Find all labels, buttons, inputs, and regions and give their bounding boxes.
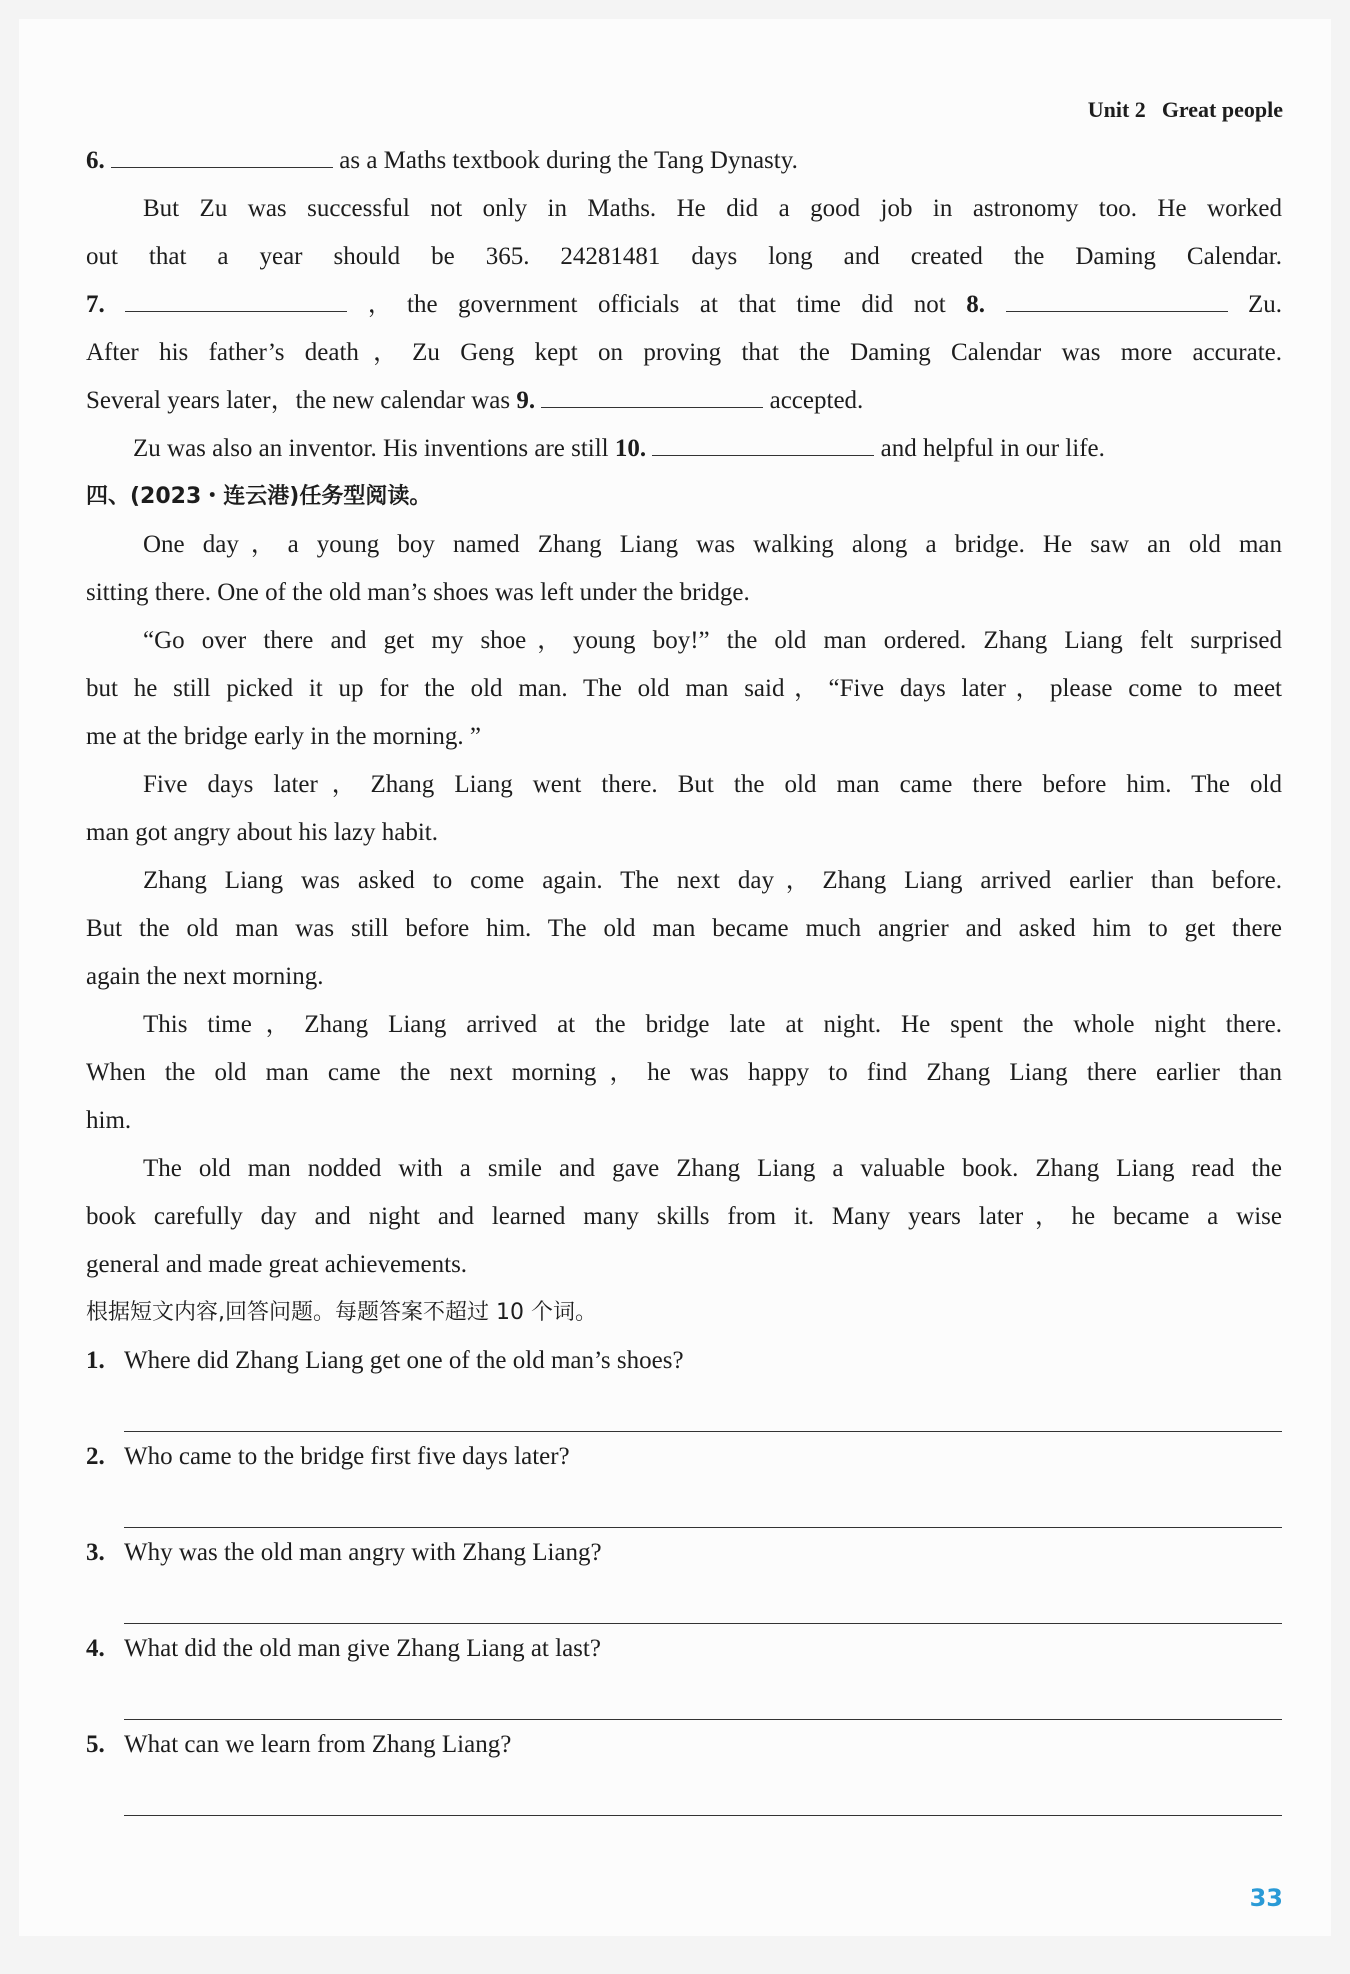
cloze-text: Zu was also an inventor. His inventions are still (133, 435, 609, 462)
question-number: 3. (86, 1539, 105, 1566)
cloze-line: out that a year should be 365. 24281481 days long and created the Daming Calendar. (86, 243, 1282, 270)
question-text: Where did Zhang Liang get one of the old man’s shoes? (124, 1347, 684, 1374)
question-number: 4. (86, 1635, 105, 1662)
cloze-line-10 (86, 425, 1282, 473)
passage-line: Zhang Liang was asked to come again. The next day，Zhang Liang arrived earlier than before. (143, 867, 1282, 894)
passage-line: One day，a young boy named Zhang Liang was walking along a bridge. He saw an old man (143, 531, 1282, 558)
blank-number-10: 10. (614, 435, 647, 462)
passage-line: The old man nodded with a smile and gave Zhang Liang a valuable book. Zhang Liang read the (143, 1155, 1282, 1182)
passage-line: man got angry about his lazy habit. (86, 819, 439, 846)
blank-number-6: 6. (86, 147, 105, 174)
passage-line: but he still picked it up for the old man. The old man said，“Five days later，please come to meet (86, 675, 1282, 702)
question-item (86, 1625, 1282, 1720)
cloze-text: accepted. (769, 387, 864, 414)
workbook-page (19, 19, 1331, 1936)
passage-line: book carefully day and night and learned many skills from it. Many years later，he became a wise (86, 1203, 1282, 1230)
passage-line: “Go over there and get my shoe，young boy!” the old man ordered. Zhang Liang felt surprised (143, 627, 1282, 654)
fill-blank-9[interactable] (541, 385, 763, 408)
passage-line: general and made great achievements. (86, 1251, 468, 1278)
question-text: Why was the old man angry with Zhang Liang? (124, 1539, 602, 1566)
passage-line: him. (86, 1107, 132, 1134)
fill-blank-10[interactable] (652, 433, 874, 456)
passage-line: But the old man was still before him. The old man became much angrier and asked him to get there (86, 915, 1282, 942)
question-text: What can we learn from Zhang Liang? (124, 1731, 512, 1758)
cloze-text: ，the government officials at that time did not (367, 291, 946, 318)
question-text: What did the old man give Zhang Liang at last? (124, 1635, 601, 1662)
question-number: 5. (86, 1731, 105, 1758)
answer-line[interactable] (124, 1577, 1282, 1624)
cloze-text: as a Maths textbook during the Tang Dynasty. (339, 147, 798, 174)
question-list (86, 1337, 1282, 1816)
passage-line: This time，Zhang Liang arrived at the bridge late at night. He spent the whole night there. (143, 1011, 1282, 1038)
question-text: Who came to the bridge first five days later? (124, 1443, 570, 1470)
question-number: 1. (86, 1347, 105, 1374)
answer-line[interactable] (124, 1769, 1282, 1816)
question-item (86, 1337, 1282, 1432)
fill-blank-8[interactable] (1006, 289, 1228, 312)
cloze-line: After his father’s death，Zu Geng kept on proving that the Daming Calendar was more accurate. (86, 339, 1282, 366)
answer-line[interactable] (124, 1673, 1282, 1720)
reading-passage (86, 521, 1282, 1289)
blank-number-8: 8. (966, 291, 985, 318)
cloze-line-9 (86, 377, 1282, 425)
passage-line: Five days later，Zhang Liang went there. But the old man came there before him. The old (143, 771, 1282, 798)
unit-label: Unit 2 (1087, 97, 1146, 122)
cloze-text: and helpful in our life. (880, 435, 1105, 462)
cloze-text: Several years later，the new calendar was (86, 387, 511, 414)
section-title: 四、(2023・连云港)任务型阅读。 (86, 484, 432, 509)
question-item (86, 1433, 1282, 1528)
blank-number-9: 9. (516, 387, 536, 414)
answer-line[interactable] (124, 1481, 1282, 1528)
question-item (86, 1721, 1282, 1816)
fill-blank-6[interactable] (111, 145, 333, 168)
question-number: 2. (86, 1443, 105, 1470)
page-number: 33 (1249, 1884, 1283, 1912)
passage-line: When the old man came the next morning，he was happy to find Zhang Liang there earlier than (86, 1059, 1282, 1086)
question-item (86, 1529, 1282, 1624)
running-header (1088, 97, 1283, 123)
passage-line: sitting there. One of the old man’s shoes was left under the bridge. (86, 579, 750, 606)
passage-line: me at the bridge early in the morning. ” (86, 723, 482, 750)
unit-title: Great people (1161, 97, 1283, 122)
passage-line: again the next morning. (86, 963, 324, 990)
page-content (86, 137, 1282, 1817)
fill-blank-7[interactable] (125, 289, 347, 312)
task-instruction: 根据短文内容,回答问题。每题答案不超过 10 个词。 (86, 1300, 597, 1325)
cloze-line-7-8 (86, 281, 1282, 329)
blank-number-7: 7. (86, 291, 105, 318)
cloze-line-6 (86, 137, 1282, 185)
answer-line[interactable] (124, 1385, 1282, 1432)
cloze-line: But Zu was successful not only in Maths. He did a good job in astronomy too. He worked (143, 195, 1282, 222)
cloze-text: Zu. (1248, 291, 1283, 318)
